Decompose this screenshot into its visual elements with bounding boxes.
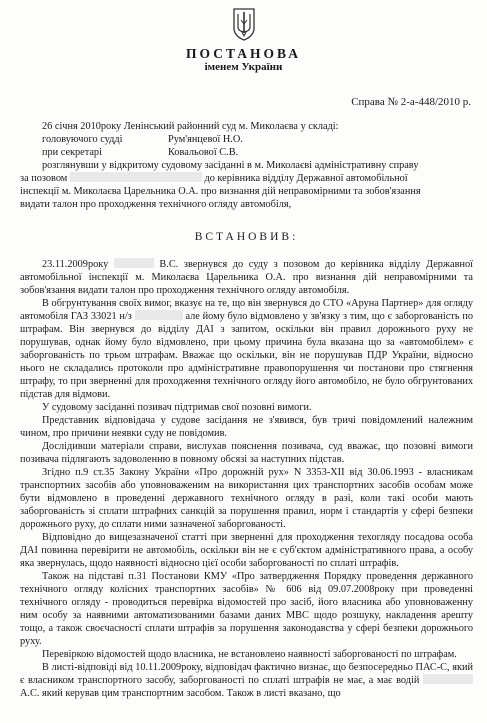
paragraph-2: В обгрунтування своїх вимог, вказує на те, що він звернувся до СТО «Аруна Партнер» для огляду автомобіля ГАЗ 33021 н/з але йому було відмовлено у зв'язку з тим, що є заборгованість по штрафам. Він звернувся до відділу ДАІ з запитом, оскільки він правил дорожнього руху не порушував, однак йому було відмовлено, при цьому причина була вказана що за «автомобілем» є заборгованість по трьом штрафам. Вважає що оскільки, він не порушував ПДР України, відносно нього не складались протоколи про адміністративне правопорушення чи постанови про стягнення штрафу, то при зверненні для проходження технічного огляду його автомобіло, не було обгрунтованих підстав для відмови. <box>20 298 473 400</box>
redacted-name <box>114 258 154 268</box>
secretary-name: Ковальової С.В. <box>168 147 239 158</box>
document-title: ПОСТАНОВА <box>186 46 301 61</box>
judge-name: Рум'янцевої Н.О. <box>168 134 243 145</box>
trident-emblem-icon <box>232 6 256 42</box>
judge-label: головуючого судді <box>42 134 123 145</box>
intro-line-3: інспекції м. Миколаєва Царельника О.А. про визнання дій неправомірними та зобов'язання <box>20 186 421 197</box>
redacted-plate <box>135 310 183 320</box>
redacted-driver <box>423 674 473 684</box>
document-subtitle: іменем України <box>204 61 283 73</box>
document-body <box>20 120 473 700</box>
section-heading: ВСТАНОВИВ: <box>194 231 299 243</box>
paragraph-7: Відповідно до вищезазначеної статті при зверненні для проходження техогляду посадова особа ДАІ повинна перевірити не автомобіль, оскільки він не є суб'єктом адміністративного права, а особу яка звернулась, щодо наявності відносно цієї особи заборгованості по сплаті штрафів. <box>20 532 473 569</box>
intro-date-line: 26 січня 2010року Ленінський районний суд м. Миколаєва у складі: <box>42 121 339 132</box>
paragraph-3: У судовому засіданні позивач підтримав свої позовні вимоги. <box>42 402 312 413</box>
case-number: Справа № 2-а-448/2010 р. <box>351 96 471 108</box>
paragraph-8: Також на підставі п.31 Постанови КМУ «Про затвердження Порядку проведення державного технічного огляду колісних транспортних засобів» № 606 від 09.07.2008року при проведенні технічного огляду - проводиться перевірка відомостей про засіб, його власника або уповноваженну ним особу за наявними автоматизованими базами даних МВС щодо розшуку, накладення арешту тощо, а також своєчасності сплати штрафів за порушення законодавства у сфері безпеки дорожнього руху. <box>20 571 473 647</box>
paragraph-1: 23.11.2009року В.С. звернувся до суду з позовом до керівника відділу Державної автомобільної інспекції м. Миколаєва Царельника О.А. про визнання дій неправомірними та зобов'язання видати талон про проходження технічного огляду автомобіля. <box>20 259 473 296</box>
secretary-label: при секретарі <box>42 147 102 158</box>
intro-line-4: видати талон про проходження технічного огляду автомобіля, <box>20 199 292 210</box>
intro-line-2-end: до керівника відділу Державної автомобільної <box>204 173 408 184</box>
paragraph-9: Перевіркою відомостей щодо власника, не встановлено наявності заборгованості по штрафам. <box>42 649 457 660</box>
judge-row <box>20 133 473 146</box>
paragraph-6: Згідно п.9 ст.35 Закону України «Про дорожній рух» N 3353-XII від 30.06.1993 - власникам транспортних засобів або уповноваженим на використання цих транспортних засобів особам може бути відмовлено в проведенні державного технічного огляду в разі, коли такі особи мають заборгованість зі сплати штрафних санкцій за порушення правил, норм і стандартів у сфері безпеки дорожнього руху, до сплати ними зазначеної заборгованості. <box>20 467 473 530</box>
secretary-row <box>20 146 473 159</box>
redacted-plaintiff <box>70 172 202 182</box>
paragraph-10: В листі-відповіді від 10.11.2009року, відповідач фактично визнає, що безпосередньо ПАС-С, який є власником транспортного засобу, заборгованості по сплаті штрафів не має, а має водій А.С. який керував цим транспортним засобом. Також в листі вказано, що <box>20 662 473 699</box>
paragraph-4: Представник відповідача у судове засідання не з'явився, був тричі повідомлений належним чином, про причини неявки суду не повідомив. <box>20 415 473 439</box>
paragraph-5: Дослідивши матеріали справи, вислухав пояснення позивача, суд вважає, що позовні вимоги позивача підлягають задоволенню в повному обсязі за наступних підстав. <box>20 441 473 465</box>
intro-line-1: розглянувши у відкритому судовому засіданні в м. Миколаєві адміністративну справу <box>42 160 419 171</box>
intro-line-2 <box>20 172 473 185</box>
intro-line-2-start: за позовом <box>20 173 68 184</box>
